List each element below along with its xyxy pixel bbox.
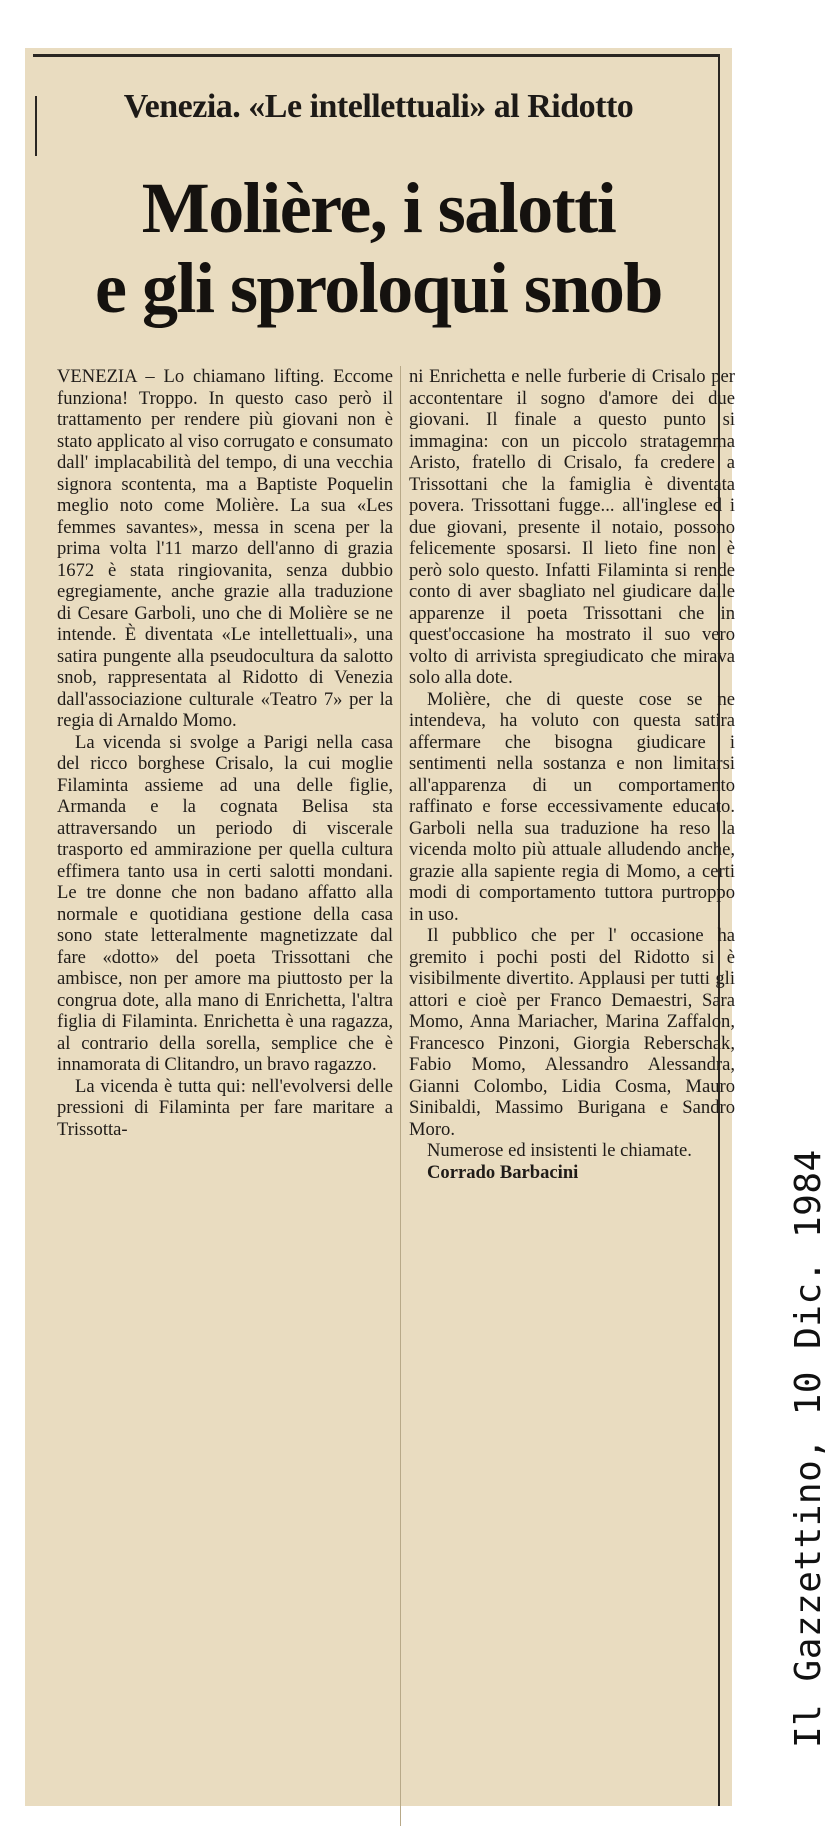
article-column-2: [409, 366, 735, 1183]
column-divider: [400, 366, 401, 1826]
paragraph: Numerose ed insistenti le chiamate.: [427, 1140, 692, 1161]
headline-line-2: e gli sproloqui snob: [95, 248, 662, 328]
article-byline: Corrado Barbacini: [427, 1161, 579, 1183]
headline-line-1: Molière, i salotti: [141, 168, 616, 248]
paragraph: La vicenda si svolge a Parigi nella casa del ricco borghese Crisalo, la cui moglie Filaminta assieme ad una delle figlie, Armanda e la cognata Belisa sta attraversando un periodo di viscerale trasporto ed ammirazione per quella cultura effimera tanto usa in certi salotti mondani. Le tre donne che non badano affatto alla normale e quotidiana gestione della casa sono state letteralmente magnetizzate dal fare «dotto» del poeta Trissottani che ambisce, non per amore ma piuttosto per la congrua dote, alla mano di Enrichetta, l'altra figlia di Filaminta. Enrichetta è una ragazza, al contrario della sorella, semplice che è innamorata di Clitandro, un bravo ragazzo.: [57, 731, 393, 1075]
article-kicker: Venezia. «Le intellettuali» al Ridotto: [123, 88, 634, 125]
paragraph: VENEZIA – Lo chiamano lifting. Eccome funziona! Troppo. In questo caso però il trattamento per rendere più giovani non è stato applicato al viso corrugato e consumato dall' implacabilità del tempo, di una vecchia signora scontenta, ma a Baptiste Poquelin meglio noto come Molière. La sua «Les femmes savantes», messa in scena per la prima volta l'11 marzo dell'anno di grazia 1672 è stata ringiovanita, senza dubbio egregiamente, anche grazie alla traduzione di Cesare Garboli, uno che di Molière se ne intende. È diventata «Le intellettuali», una satira pungente alla pseudocultura da salotto snob, rappresentata al Ridotto di Venezia dall'associazione culturale «Teatro 7» per la regia di Arnaldo Momo.: [57, 366, 393, 731]
source-annotation: Il Gazzettino, 10 Dic. 1984: [788, 1149, 829, 1748]
paragraph: La vicenda è tutta qui: nell'evolversi delle pressioni di Filaminta per fare maritare a Trissotta-: [57, 1075, 393, 1140]
top-rule: [33, 54, 718, 57]
paragraph: Molière, che di queste cose se ne intendeva, ha voluto con questa satira affermare che bisogna giudicare i sentimenti nella sostanza e non limitarsi all'apparenza di un comportamento raffinato e forse eccessivamente educato. Garboli nella sua traduzione ha reso la vicenda molto più attuale alludendo anche, grazie alla sapiente regia di Momo, a certi modi di comportamento tuttora purtroppo in uso.: [409, 688, 735, 925]
article-column-1: [57, 366, 393, 1140]
newspaper-clipping: [25, 48, 735, 1806]
article-headline: [25, 168, 732, 328]
paragraph: Il pubblico che per l' occasione ha gremito i pochi posti del Ridotto si è visibilmente divertito. Applausi per tutti gli attori e cioè per Franco Demaestri, Sara Momo, Anna Mariacher, Marina Zaffalon, Francesco Pinzoni, Giorgia Reberschak, Fabio Momo, Alessandro Alessandra, Gianni Colombo, Lidia Cosma, Mauro Sinibaldi, Massimo Burigana e Sandro Moro.: [409, 925, 735, 1140]
paragraph: ni Enrichetta e nelle furberie di Crisalo per accontentare il sogno d'amore dei due giovani. Il finale a questo punto si immagina: con un piccolo stratagemma Aristo, fratello di Crisalo, fa credere a Trissottani che la famiglia è diventata povera. Trissottani fugge... all'inglese ed i due giovani, presente il notaio, possono felicemente sposarsi. Il lieto fine non è però solo questo. Infatti Filaminta si rende conto di aver sbagliato nel giudicare dalle apparenze il poeta Trissottani che in quest'occasione ha mostrato il suo vero volto di arrivista spregiudicato che mirava solo alla dote.: [409, 366, 735, 688]
